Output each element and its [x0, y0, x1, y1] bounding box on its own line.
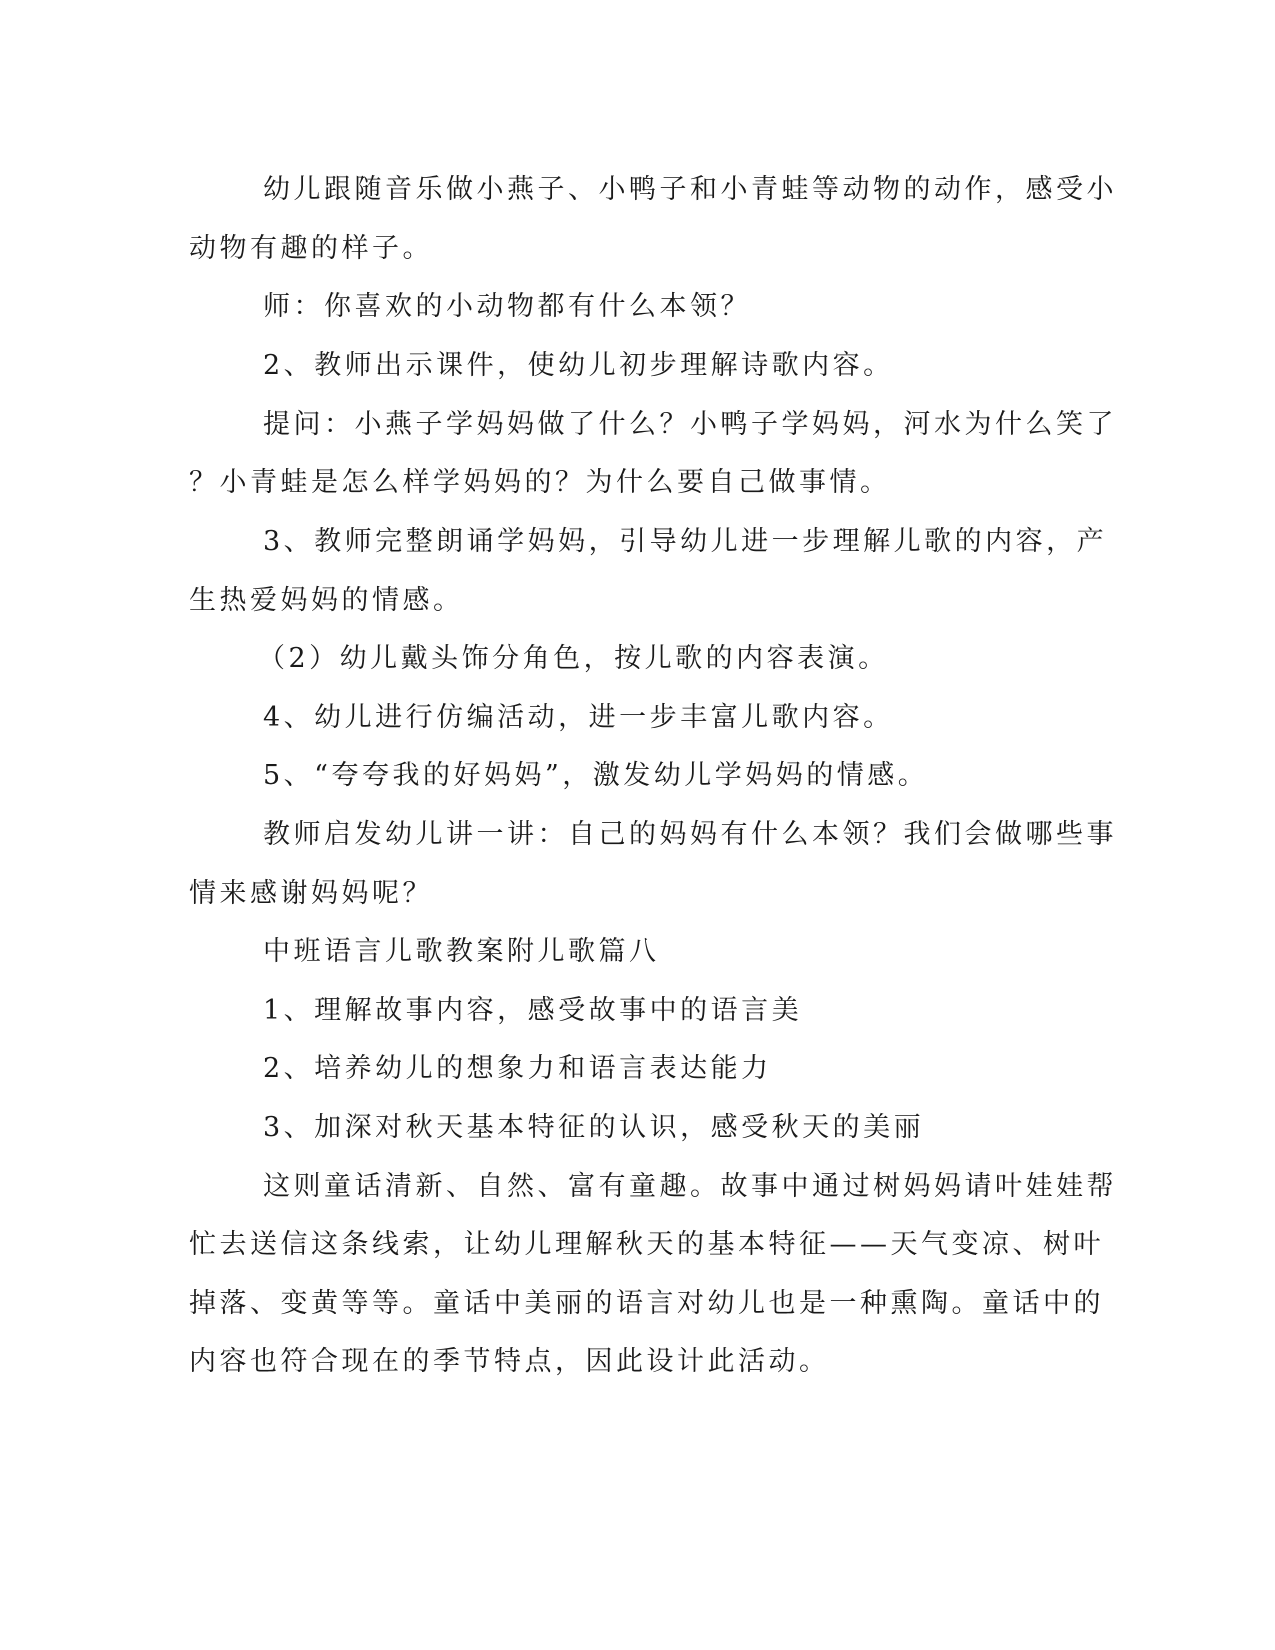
paragraph-line: 2、教师出示课件，使幼儿初步理解诗歌内容。	[263, 350, 894, 381]
paragraph-line: 动物有趣的样子。	[189, 233, 433, 264]
paragraph-line: 师：你喜欢的小动物都有什么本领？	[263, 291, 751, 322]
paragraph-line: ？小青蛙是怎么样学妈妈的？为什么要自己做事情。	[189, 467, 891, 498]
paragraph-line: 5、“夸夸我的好妈妈”，激发幼儿学妈妈的情感。	[263, 760, 929, 791]
paragraph-line: 2、培养幼儿的想象力和语言表达能力	[263, 1053, 772, 1084]
paragraph-line: 1、理解故事内容，感受故事中的语言美	[263, 995, 803, 1026]
paragraph-line: 掉落、变黄等等。童话中美丽的语言对幼儿也是一种熏陶。童话中的	[189, 1288, 1104, 1319]
paragraph-line: （2）幼儿戴头饰分角色，按儿歌的内容表演。	[258, 643, 889, 674]
paragraph-line: 提问：小燕子学妈妈做了什么？小鸭子学妈妈，河水为什么笑了	[263, 409, 1117, 440]
paragraph-line: 情来感谢妈妈呢？	[189, 878, 433, 909]
paragraph-line: 这则童话清新、自然、富有童趣。故事中通过树妈妈请叶娃娃帮	[263, 1171, 1117, 1202]
paragraph-line: 忙去送信这条线索，让幼儿理解秋天的基本特征——天气变凉、树叶	[189, 1229, 1104, 1260]
paragraph-line: 4、幼儿进行仿编活动，进一步丰富儿歌内容。	[263, 702, 894, 733]
paragraph-line: 内容也符合现在的季节特点，因此设计此活动。	[189, 1346, 830, 1377]
paragraph-line: 幼儿跟随音乐做小燕子、小鸭子和小青蛙等动物的动作，感受小	[263, 174, 1117, 205]
paragraph-line: 生热爱妈妈的情感。	[189, 585, 464, 616]
section-heading: 中班语言儿歌教案附儿歌篇八	[263, 936, 660, 967]
paragraph-line: 3、教师完整朗诵学妈妈，引导幼儿进一步理解儿歌的内容，产	[263, 526, 1108, 557]
paragraph-line: 3、加深对秋天基本特征的认识，感受秋天的美丽	[263, 1112, 925, 1143]
paragraph-line: 教师启发幼儿讲一讲：自己的妈妈有什么本领？我们会做哪些事	[263, 819, 1117, 850]
